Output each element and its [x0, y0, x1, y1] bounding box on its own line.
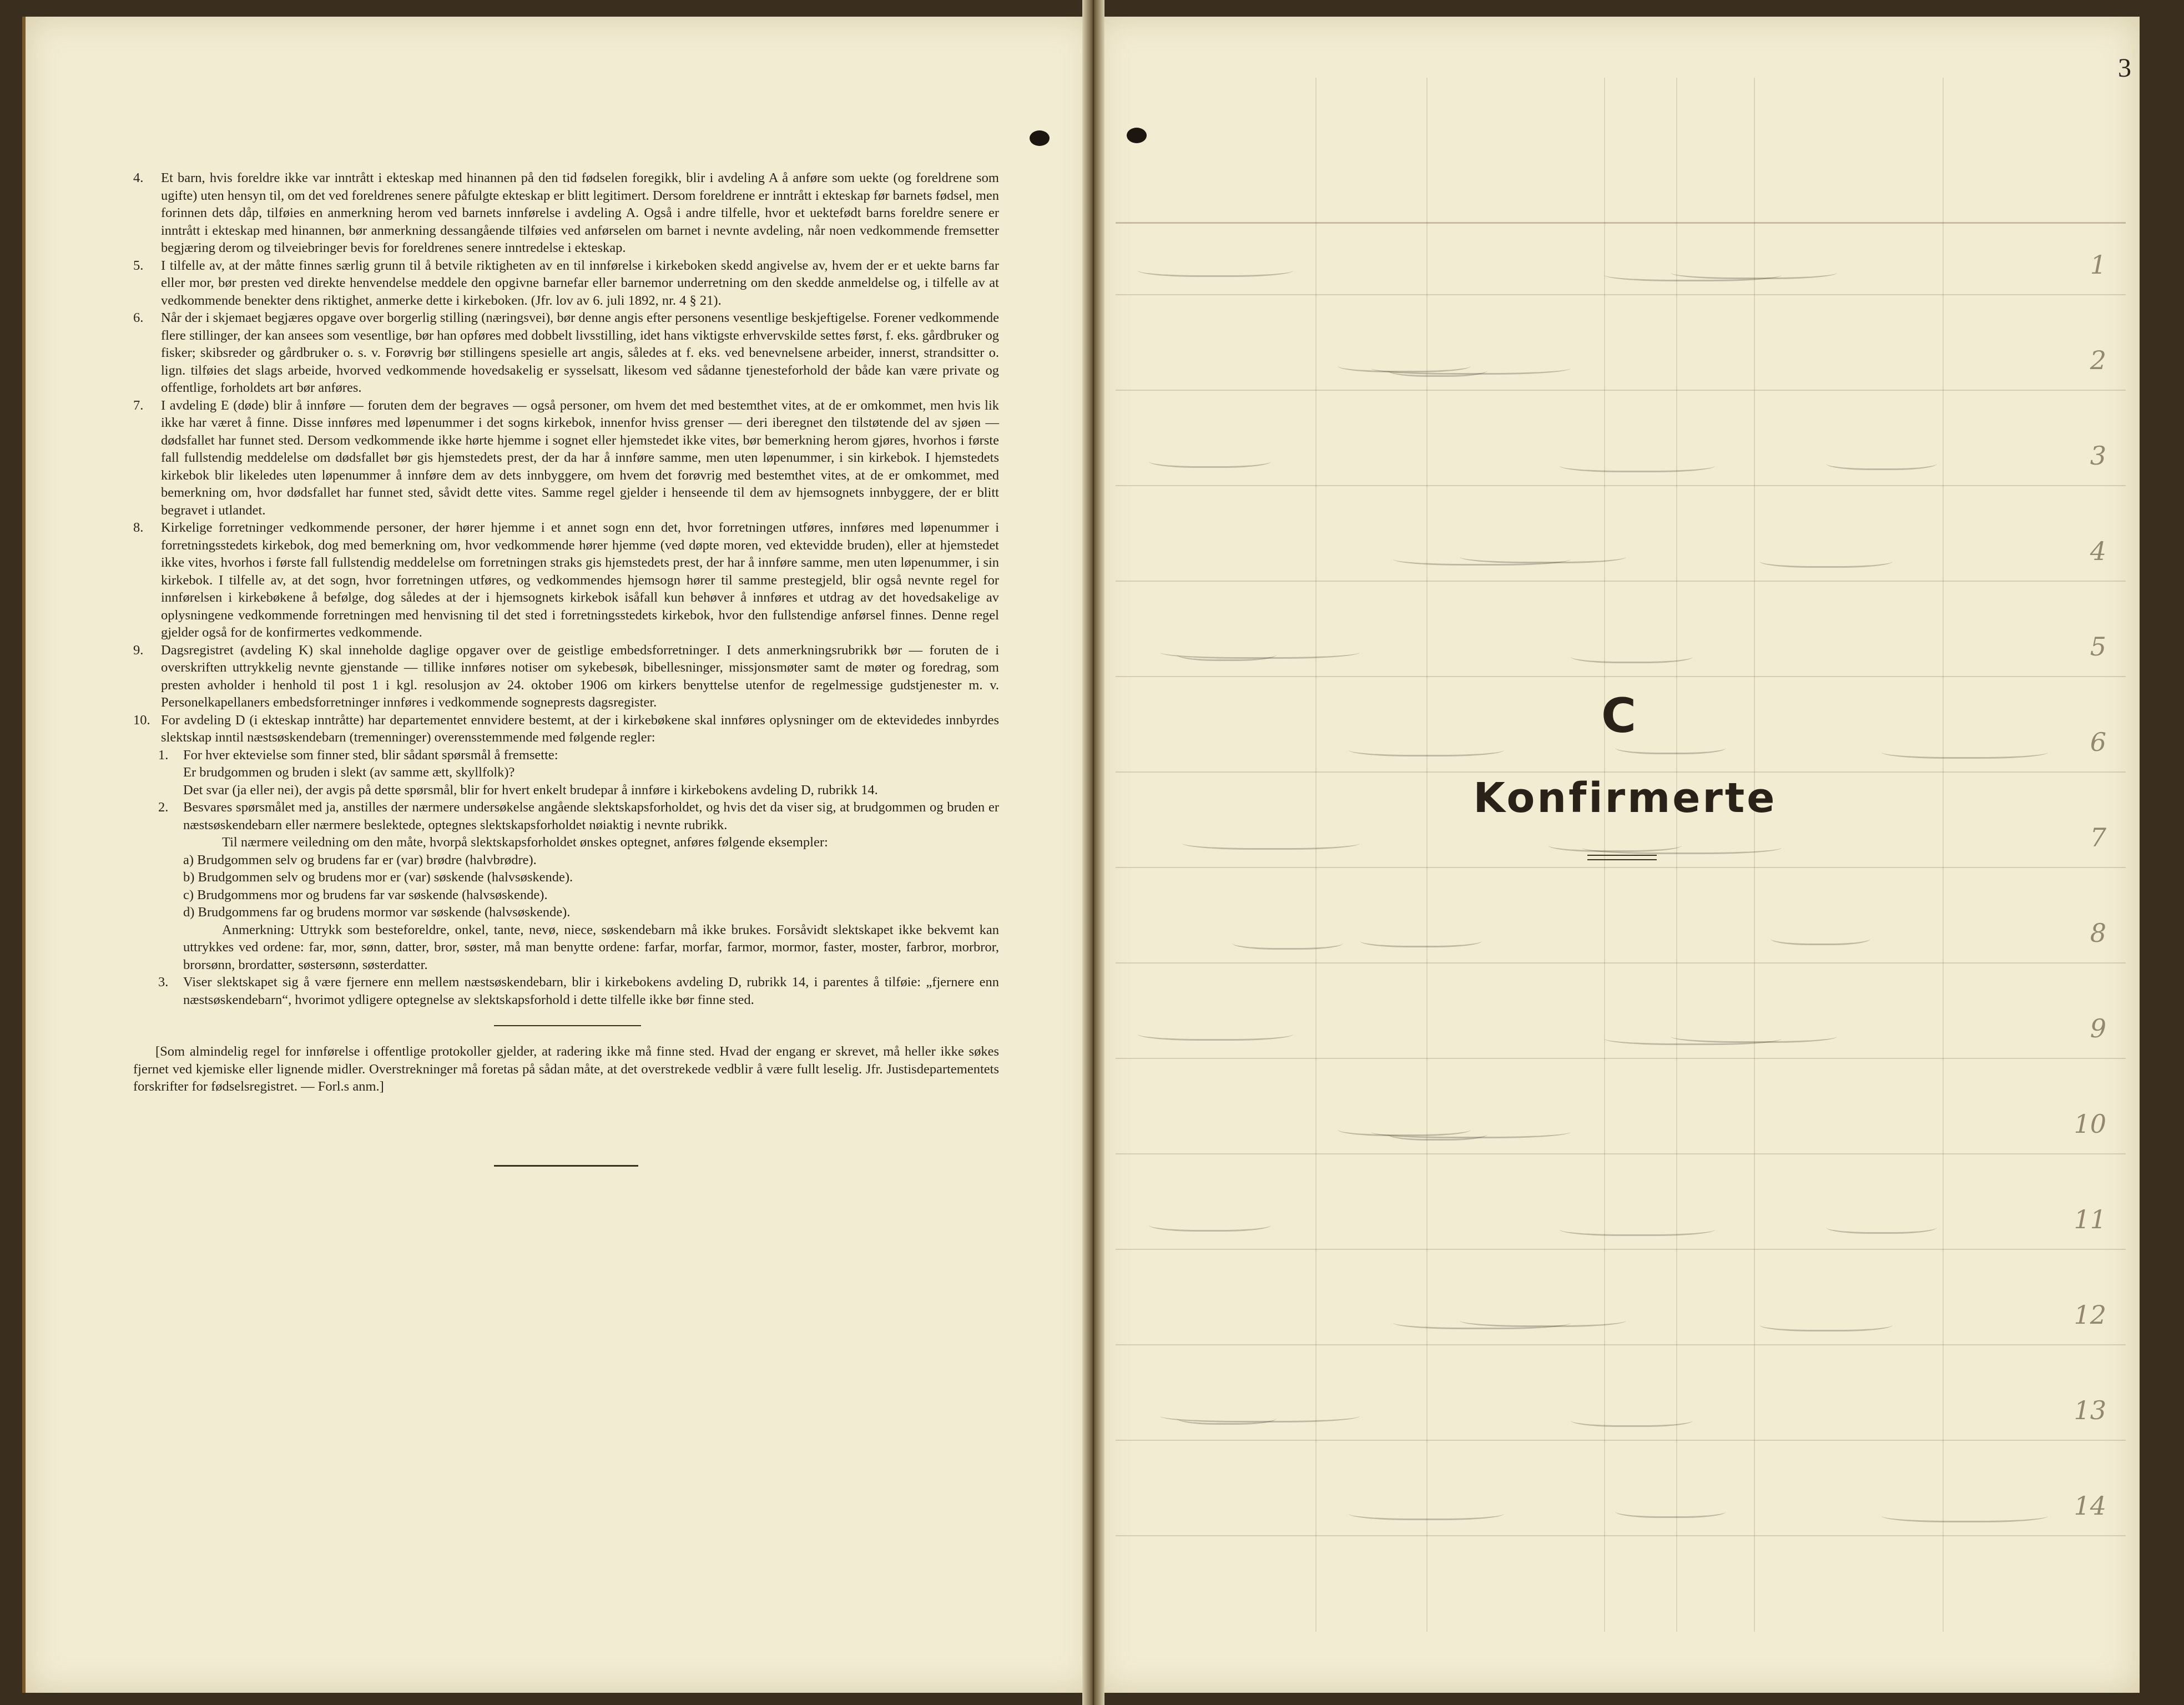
ledger-row-line: [1116, 485, 2126, 486]
book-gutter: [1082, 0, 1104, 1705]
example-item: a) Brudgommen selv og brudens far er (var) brødre (halvbrødre).: [183, 852, 537, 867]
ledger-row-line: [1116, 390, 2126, 391]
rule-item: [133, 642, 999, 712]
regulation-text: [133, 169, 999, 1167]
rule-item: [133, 169, 999, 257]
section-letter: C: [1601, 688, 1637, 744]
rule-item: [133, 309, 999, 397]
rule-text: Kirkelige forretninger vedkommende personer, der hører hjemme i et annet sogn enn det, hvor forretningen utføres, innføres med løpenummer i forretningsstedets kirkebok, dog med bemerkning om, hvor vedkommende hører hjemme (ved døpte moren, ved ektevidde bruden), eller at hjemstedet ikke vites, hvorhos i første fall fullstendig meddelelse om forretningen straks gis hjemstedets prest, der har å innføre samme, men uten løpenummer, i sin kirkebok. I tilfelle av, at det sogn, hvor forretningen utføres, og vedkommendes hjemsogn hører til samme prestegjeld, blir også nevnte regel for innførelsen i kirkebøkene å befølge, dog således at der i hjemsognets kirkebok isåfall kun behøver å innføres et utdrag av det hovedsakelige av oplysningene vedkommende forretningen med henvisning til det sted i forretningsstedets kirkebok, hvor den fullstendige anførsel finnes. Denne regel gjelder også for de konfirmertes vedkommende.: [161, 520, 999, 640]
sub-rule-text: Besvares spørsmålet med ja, anstilles der nærmere undersøkelse angående slektskapsforholdet, og hvis det da viser sig, at brudgommen og bruden er næstsøskendebarn eller nærmere beslektede, optegnes slektskapsforholdet nøiaktig i nevnte rubrikk.: [183, 800, 999, 833]
faded-handwriting: [1393, 1313, 1571, 1329]
ledger-row-number: 6: [2090, 727, 2106, 757]
faded-handwriting: [1177, 645, 1277, 661]
ledger-row-number: 8: [2090, 918, 2106, 948]
faded-handwriting: [1177, 1409, 1277, 1425]
faded-handwriting: [1771, 929, 1870, 945]
rule-text: Dagsregistret (avdeling K) skal inneholde daglige opgaver over de geistlige embedsforretninger. I dets anmerkningsrubrikk bør — foruten de i overskriften uttrykkelig nevnte gjenstande — tillike innføres notiser om sykebesøk, bibellesninger, missjonsmøter samt de møter og foredrag, som presten avholder i henhold til post 1 i kgl. resolusjon av 24. oktober 1906 om kirkers benyttelse utenfor de regelmessige gudstjenester m. v. Personelkapellaners embedsforretninger innføres i vedkommende sogneprests dagsregister.: [161, 642, 999, 710]
rule-item: [133, 712, 999, 746]
ledger-row-line: [1116, 294, 2126, 295]
section-title: Konfirmerte: [1473, 774, 1777, 822]
example-item: c) Brudgommens mor og brudens far var søskende (halvsøskende).: [183, 887, 548, 902]
faded-handwriting: [1759, 552, 1893, 568]
ledger-row-line: [1116, 867, 2126, 868]
faded-handwriting: [1571, 1411, 1693, 1427]
rule-text: For avdeling D (i ekteskap inntråtte) har departementet ennvidere bestemt, at der i kirkebøkene skal innføres oplysninger om de ektevidedes innbyrdes slektskap inntil næstsøskendebarn (tremenninger) overensstemmende med følgende regler:: [161, 712, 999, 745]
faded-handwriting: [1360, 931, 1482, 947]
ledger-row-line: [1116, 1535, 2126, 1536]
faded-handwriting: [1138, 261, 1293, 277]
faded-handwriting: [1349, 1504, 1504, 1520]
ledger-row-number: 4: [2090, 536, 2106, 566]
rule-number: 10.: [133, 712, 150, 728]
ledger-row-number: 12: [2074, 1300, 2106, 1330]
rule-item: [133, 257, 999, 310]
faded-handwriting: [1582, 838, 1782, 854]
ledger-header: [1116, 78, 2126, 224]
binding-hole-left: [1030, 130, 1050, 146]
ledger-row-number: 13: [2074, 1395, 2106, 1425]
faded-handwriting: [1604, 265, 1782, 281]
ledger-row-line: [1116, 1440, 2126, 1441]
rule-number: 7.: [133, 397, 144, 413]
ledger-row-number: 14: [2074, 1491, 2106, 1521]
rule-text: I avdeling E (døde) blir å innføre — foruten dem der begraves — også personer, om hvem det med bestemthet vites, at de er omkommet, men hvis lik ikke har været å finne. Disse innføres med løpenummer i det sogns kirkebok, innenfor hviss grenser — deri iberegnet den tilstøtende del av sjøen — dødsfallet har funnet sted. Dersom vedkommende ikke hørte hjemme i sognet eller hjemstedet ikke vites, bør bemerkning herom gjøres, hvorhos i første fall fullstendig meddelelse om dødsfallet bør gis hjemstedets prest, der da har å innføre samme, men uten løpenummer, i sin kirkebok. I hjemstedets kirkebok blir likeledes uten løpenummer å innføre dem av dets innbyggere, om hvem det forøvrig med bestemthet vites, at de er omkommet, med bemerkning om, hvor dødsfallet har funnet sted, såvidt dette vites. Samme regel gjelder i henseende til dem av hjemsognets innbyggere, der er blitt begravet i utlandet.: [161, 397, 999, 518]
ledger-row-line: [1116, 676, 2126, 677]
ledger-column-line: [1676, 78, 1677, 1632]
faded-handwriting: [1826, 1218, 1937, 1234]
rule-number: 5.: [133, 258, 144, 273]
ledger-row-line: [1116, 771, 2126, 773]
faded-handwriting: [1393, 549, 1571, 566]
sub-rule-text: Det svar (ja eller nei), der avgis på dette spørsmål, blir for hvert enkelt brudepar å innføre i kirkebokens avdeling D, rubrikk 14.: [183, 782, 878, 798]
ledger-row-number: 7: [2090, 823, 2106, 852]
ledger-row-number: 11: [2074, 1204, 2106, 1234]
ledger-column-line: [1315, 78, 1317, 1632]
faded-handwriting: [1138, 1025, 1293, 1041]
faded-handwriting: [1232, 934, 1343, 950]
faded-handwriting: [1882, 743, 2048, 759]
faded-handwriting: [1182, 834, 1360, 850]
rule-number: 6.: [133, 310, 144, 325]
editor-note: [Som almindelig regel for innførelse i offentlige protokoller gjelder, at radering ikke må finne sted. Hvad der engang er skrevet, må heller ikke søkes fjernet ved kjemiske eller lignende midler. Overstrekninger må foretas på sådan måte, at det overstrekede vedblir å være fullt leselig. Jfr. Justisdepartementets forskrifter for fødselsregistret. — Forl.s anm.]: [133, 1044, 999, 1094]
example-item: b) Brudgommen selv og brudens mor er (var) søskende (halvsøskende).: [183, 870, 573, 885]
ledger-row-number: 1: [2090, 250, 2106, 280]
faded-handwriting: [1759, 1315, 1893, 1331]
faded-handwriting: [1560, 1220, 1715, 1236]
ledger-column-line: [1754, 78, 1755, 1632]
title-underline: [1587, 855, 1657, 860]
sub-rule: [158, 973, 999, 1008]
faded-handwriting: [1826, 454, 1937, 470]
ledger-column-line: [1426, 78, 1428, 1632]
faded-handwriting: [1349, 740, 1504, 756]
sub-rule: [158, 799, 999, 973]
ledger-row-number: 5: [2090, 632, 2106, 662]
ledger-row-line: [1116, 1153, 2126, 1154]
sub-rule-number: 3.: [158, 975, 169, 990]
faded-handwriting: [1571, 647, 1693, 663]
ledger-row-line: [1116, 962, 2126, 964]
faded-handwriting: [1615, 1502, 1726, 1518]
rule-item: [133, 519, 999, 642]
faded-handwriting: [1388, 361, 1487, 377]
faded-handwriting: [1882, 1506, 2048, 1522]
faded-handwriting: [1604, 1029, 1782, 1045]
sub-rule-number: 2.: [158, 800, 169, 815]
sub-rule-text: For hver ektevielse som finner sted, blir sådant spørsmål å fremsette:: [183, 747, 558, 763]
ledger-row-line: [1116, 1344, 2126, 1345]
sub-rule-body: [183, 799, 999, 973]
ledger-row-number: 3: [2090, 441, 2106, 471]
ledger-row-number: 9: [2090, 1013, 2106, 1043]
rule-number: 8.: [133, 520, 144, 535]
faded-handwriting: [1388, 1124, 1487, 1141]
example-item: d) Brudgommens far og brudens mormor var søskende (halvsøskende).: [183, 905, 571, 920]
ledger-row-line: [1116, 1249, 2126, 1250]
sub-rule-body: [183, 746, 999, 799]
example-list: [183, 851, 999, 921]
rule-text: Et barn, hvis foreldre ikke var inntrått i ekteskap med hinannen på den tid fødselen foregikk, blir i avdeling A å anføre som uekte (og foreldrene som ugifte) uten hensyn til, om det ved foreldrenes senere påfulgte ekteskap er blitt legitimert. Dersom foreldrene er inntrått i ekteskap før barnets fødsel, men forinnen dets dåp, tilføies en anmerkning herom ved barnets innførelse i avdeling A. Også i andre tilfelle, hvor et uektefødt barns foreldre senere er inntrått i ekteskap med hinannen, bør anmerkning dessangående tilføies ved anførselen om barnet i nevnte avdeling, når noen vedkommende fremsetter begjæring derom og tilveiebringer bevis for foreldrenes senere inntredelse i ekteskap.: [161, 170, 999, 255]
rule-number: 9.: [133, 642, 144, 658]
sub-rule-question: Er brudgommen og bruden i slekt (av samme ætt, skyllfolk)?: [183, 765, 515, 780]
remark-text: Anmerkning: Uttrykk som besteforeldre, onkel, tante, nevø, niece, søskendebarn må ikke brukes. Forsåvidt slektskapet ikke bekvemt kan uttrykkes ved ordene: far, mor, sønn, datter, bror, søster, må man benytte ordene: farfar, morfar, farmor, mormor, faster, moster, farbror, morbror, brorsønn, brordatter, søstersønn, søsterdatter.: [183, 922, 999, 972]
rule-item: [133, 397, 999, 519]
sub-rule-number: 1.: [158, 747, 169, 763]
faded-handwriting: [1560, 456, 1715, 472]
ledger-row-number: 10: [2074, 1109, 2106, 1139]
sub-rule: [158, 746, 999, 799]
faded-handwriting: [1149, 1215, 1271, 1232]
rule-number: 4.: [133, 170, 144, 185]
rule-text: I tilfelle av, at der måtte finnes særlig grunn til å betvile riktigheten av en til innførelse i kirkeboken skedd angivelse av, hvem der er et uekte barns far eller mor, bør presten ved direkte henvendelse meddele den opgivne barnefar eller barnemor underretning om den skedde anmeldelse og, i tilfelle av at vedkommende benekter dens riktighet, anmerke dette i kirkeboken. (Jfr. lov av 6. juli 1892, nr. 4 § 21).: [161, 258, 999, 308]
ledger-column-line: [1943, 78, 1944, 1632]
ledger-row-number: 2: [2090, 345, 2106, 375]
divider-line: [494, 1025, 641, 1026]
sub-rule-text: Til nærmere veiledning om den måte, hvorpå slektskapsforholdet ønskes optegnet, anføres følgende eksempler:: [222, 835, 828, 850]
faded-handwriting: [1149, 452, 1271, 468]
ledger-row-line: [1116, 1058, 2126, 1059]
ledger-row-line: [1116, 581, 2126, 582]
rule-text: Når der i skjemaet begjæres opgave over borgerlig stilling (næringsvei), bør denne angis efter personens vesentlige beskjeftigelse. Forener vedkommende flere stillinger, der kan ansees som vesentlige, bør han opføres med dobbelt livsstilling, idet hans viktigste erhvervskilde settes først, f. eks. gårdbruker og fisker; skibsreder og gårdbruker o. s. v. Forøvrig bør stillingens spesielle art angis, således at f. eks. ved benevnelsene arbeider, innerst, strandsitter o. lign. tilføies det slags arbeide, hvorved vedkommende hovedsakelig er sysselsatt, likesom ved sådanne tjenesteforhold der både kan være private og offentlige, forholdets art bør anføres.: [161, 310, 999, 395]
page-number: 3: [2118, 53, 2131, 83]
end-divider: [494, 1165, 638, 1167]
sub-rule-text: Viser slektskapet sig å være fjernere enn mellem næstsøskendebarn, blir i kirkebokens avdeling D, rubrikk 14, i parentes å tilføie: „fjernere enn næstsøskendebarn“, hvorimot ydligere optegnelse av slektskapsforhold i dette tilfelle ikke bør finne sted.: [183, 975, 999, 1007]
